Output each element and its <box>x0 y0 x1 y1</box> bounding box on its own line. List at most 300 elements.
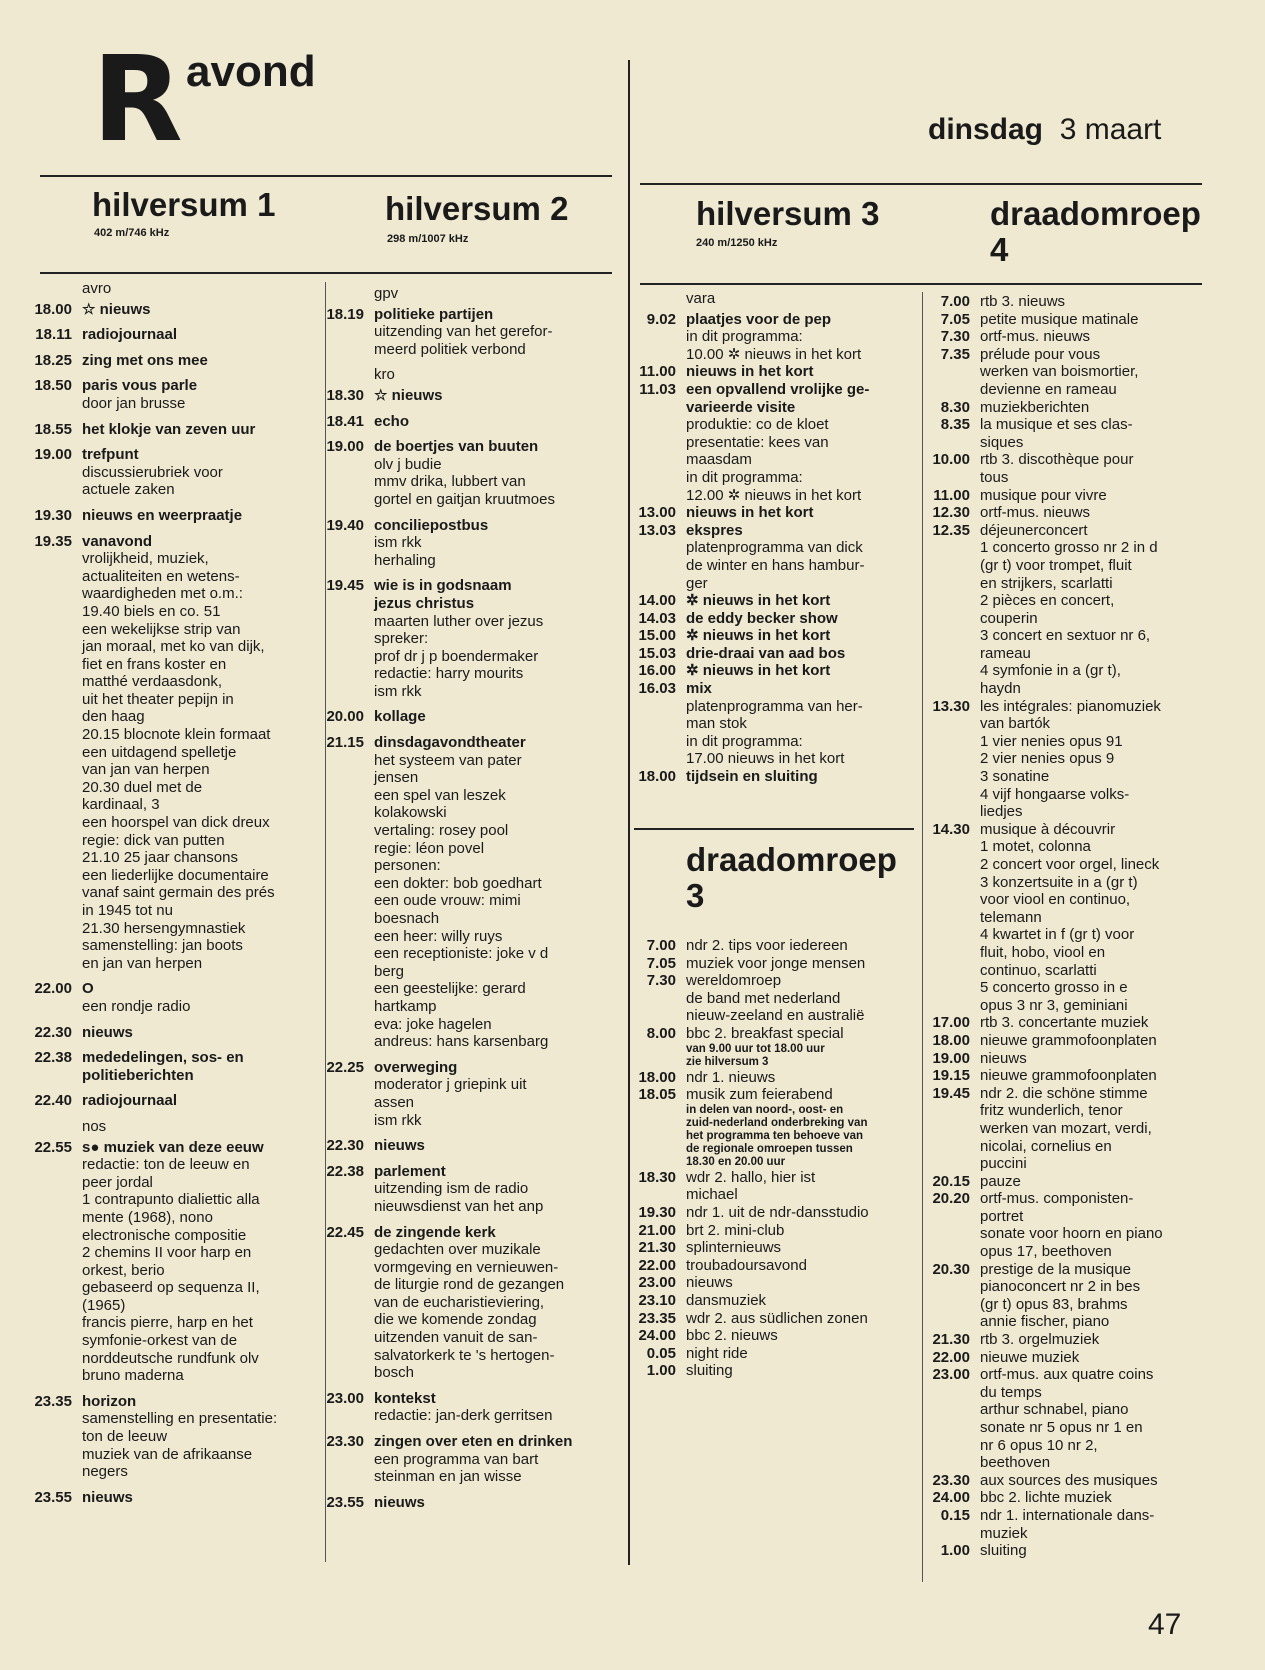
program-time: 18.11 <box>35 326 72 344</box>
program-note: zuid-nederland onderbreking van <box>686 1116 868 1129</box>
program-text: ortf-mus. nieuws <box>980 328 1091 346</box>
program-text: sluiting <box>980 1542 1027 1560</box>
program-time: 14.30 <box>932 820 970 838</box>
program-title: nieuws <box>374 1137 425 1155</box>
program-detail: 1 contrapunto dialiettic alla <box>82 1191 260 1209</box>
program-time: 22.00 <box>34 980 72 998</box>
program-detail: herhaling <box>374 551 436 569</box>
program-note: in delen van noord-, oost- en <box>686 1103 844 1116</box>
program-body <box>686 381 921 504</box>
program-note: de regionale omroepen tussen <box>686 1142 853 1155</box>
program-time: 22.55 <box>34 1138 72 1156</box>
program-detail: 4 vijf hongaarse volks- <box>980 785 1130 803</box>
program-time: 19.40 <box>326 516 364 534</box>
program-body <box>980 1542 1215 1560</box>
program-detail: uitzending ism de radio <box>374 1180 529 1198</box>
program-entry <box>618 592 921 610</box>
program-text: wereldomroep <box>686 972 782 990</box>
program-entry <box>26 1489 316 1507</box>
program-detail: 12.00 ✲ nieuws in het kort <box>686 486 862 504</box>
program-text: muziek voor jonge mensen <box>686 954 866 972</box>
program-body <box>82 1139 316 1385</box>
program-title: kollage <box>374 708 426 726</box>
program-time: 23.00 <box>932 1366 970 1384</box>
program-detail: regie: dick van putten <box>82 831 225 849</box>
program-body <box>374 306 618 359</box>
program-detail: andreus: hans karsenbarg <box>374 1033 549 1051</box>
program-text: ndr 1. nieuws <box>686 1068 776 1086</box>
program-detail: een liederlijke documentaire <box>82 866 269 884</box>
program-detail: muziek van de afrikaanse <box>82 1445 253 1463</box>
program-entry <box>618 972 921 1025</box>
program-body <box>686 1257 921 1275</box>
program-title: mix <box>686 680 712 698</box>
program-body <box>686 645 921 663</box>
program-title: ✲ nieuws in het kort <box>686 662 831 680</box>
program-detail: spreker: <box>374 630 429 648</box>
program-entry <box>318 734 618 1051</box>
program-entry <box>318 387 618 405</box>
program-time: 24.00 <box>932 1489 970 1507</box>
program-time: 24.00 <box>638 1327 676 1345</box>
program-entry <box>910 1349 1215 1367</box>
station-h1-name: hilversum 1 <box>92 186 276 223</box>
program-time: 23.00 <box>638 1274 676 1292</box>
program-time: 7.05 <box>646 954 676 972</box>
program-title: plaatjes voor de pep <box>686 310 832 328</box>
program-body <box>980 1472 1215 1490</box>
program-text: night ride <box>686 1344 748 1362</box>
program-title: de zingende kerk <box>374 1223 496 1241</box>
program-detail: eva: joke hagelen <box>374 1015 492 1033</box>
program-body <box>374 517 618 570</box>
program-text: nieuws <box>686 1274 733 1292</box>
program-detail: door jan brusse <box>82 394 186 412</box>
program-detail: gedachten over muzikale <box>374 1241 541 1259</box>
program-entry <box>618 1169 921 1204</box>
program-body <box>374 708 618 726</box>
program-detail: telemann <box>980 908 1042 926</box>
program-body <box>686 680 921 768</box>
program-detail: redactie: harry mourits <box>374 665 524 683</box>
program-body <box>82 446 316 499</box>
program-detail: 21.10 25 jaar chansons <box>82 849 238 867</box>
program-detail: liedjes <box>980 803 1023 821</box>
program-text: musique à découvrir <box>980 820 1116 838</box>
program-detail: van bartók <box>980 715 1051 733</box>
program-detail: vanaf saint germain des prés <box>82 884 275 902</box>
program-body <box>82 1049 316 1084</box>
program-time: 8.00 <box>646 1024 676 1042</box>
program-entry <box>318 1137 618 1155</box>
program-body <box>686 1292 921 1310</box>
program-detail: de band met nederland <box>686 989 841 1007</box>
program-entry <box>910 399 1215 417</box>
program-time: 19.00 <box>34 446 72 464</box>
program-detail: 2 vier nenies opus 9 <box>980 750 1115 768</box>
section-title: avond <box>186 47 316 96</box>
program-time: 22.25 <box>326 1058 364 1076</box>
program-entry <box>318 1224 618 1382</box>
program-detail: voor viool en continuo, <box>980 891 1131 909</box>
program-time: 0.05 <box>646 1344 676 1362</box>
program-entry <box>618 311 921 364</box>
program-body <box>980 522 1215 698</box>
program-entry <box>26 301 316 319</box>
program-entry <box>910 1331 1215 1349</box>
program-body <box>980 1331 1215 1349</box>
program-entry <box>26 352 316 370</box>
program-title: echo <box>374 412 410 430</box>
program-body <box>686 1222 921 1240</box>
program-detail: tous <box>980 468 1009 486</box>
program-entry <box>618 381 921 504</box>
program-time: 13.30 <box>932 697 970 715</box>
program-entry <box>618 363 921 381</box>
program-entry <box>618 504 921 522</box>
program-time: 18.41 <box>326 412 364 430</box>
program-title: parlement <box>374 1162 446 1180</box>
program-time: 11.00 <box>639 363 676 381</box>
program-title: conciliepostbus <box>374 516 489 534</box>
program-detail: actualiteiten en wetens- <box>82 567 240 585</box>
broadcaster-label: nos <box>82 1117 107 1135</box>
program-time: 21.00 <box>638 1221 676 1239</box>
program-body <box>686 522 921 592</box>
program-entry <box>618 1327 921 1345</box>
program-entry <box>910 328 1215 346</box>
program-time: 1.00 <box>646 1362 676 1380</box>
program-body <box>82 1024 316 1042</box>
program-time: 8.35 <box>940 416 970 434</box>
program-body <box>980 1014 1215 1032</box>
section-letter: R <box>92 30 179 168</box>
program-detail: in dit programma: <box>686 468 803 486</box>
program-time: 23.00 <box>326 1389 364 1407</box>
program-detail: 2 concert voor orgel, lineck <box>980 856 1160 873</box>
program-entry <box>910 522 1215 698</box>
program-time: 22.40 <box>34 1092 72 1110</box>
program-detail: meerd politiek verbond <box>374 340 526 358</box>
program-text: ndr 1. uit de ndr-dansstudio <box>686 1203 869 1221</box>
program-text: nieuwe grammofoonplaten <box>980 1031 1157 1049</box>
program-body <box>686 1362 921 1380</box>
program-title: overweging <box>374 1058 458 1076</box>
program-title: paris vous parle <box>82 377 198 395</box>
program-detail: een hoorspel van dick dreux <box>82 814 270 832</box>
program-time: 15.00 <box>638 627 676 645</box>
program-body <box>686 1274 921 1292</box>
program-time: 12.35 <box>932 521 970 539</box>
program-body <box>82 377 316 412</box>
program-body <box>82 421 316 439</box>
program-title: nieuws <box>82 1023 133 1041</box>
program-time: 18.55 <box>34 420 72 438</box>
program-body <box>686 1069 921 1087</box>
program-detail: (gr t) voor trompet, fluit <box>980 556 1132 574</box>
program-detail: continuo, scarlatti <box>980 961 1097 979</box>
program-detail: electronische compositie <box>82 1226 247 1244</box>
program-body <box>374 387 618 405</box>
program-title: ekspres <box>686 521 743 539</box>
program-text: rtb 3. discothèque pour <box>980 451 1134 469</box>
program-detail: 10.00 ✲ nieuws in het kort <box>686 345 862 363</box>
program-detail: moderator j griepink uit <box>374 1076 527 1094</box>
rule-d3 <box>634 828 914 830</box>
program-detail: norddeutsche rundfunk olv <box>82 1349 259 1367</box>
program-body <box>374 1059 618 1129</box>
program-detail: jensen <box>374 769 419 787</box>
program-detail: van de eucharistieviering, <box>374 1293 545 1311</box>
program-text: ndr 1. internationale dans- <box>980 1506 1155 1524</box>
program-detail: redactie: ton de leeuw en <box>82 1156 250 1174</box>
program-title: tijdsein en sluiting <box>686 768 818 786</box>
rule-right-mid <box>640 283 1202 285</box>
program-body <box>82 326 316 344</box>
program-detail: 2 pièces en concert, <box>980 592 1115 610</box>
rule-right-top <box>640 183 1202 185</box>
program-detail: orkest, berio <box>82 1261 165 1279</box>
program-time: 18.00 <box>34 300 72 318</box>
program-detail: assen <box>374 1093 415 1111</box>
program-detail: 20.30 duel met de <box>82 778 203 796</box>
program-detail: haydn <box>980 680 1021 698</box>
program-text: musik zum feierabend <box>686 1086 833 1104</box>
program-text: sluiting <box>686 1362 733 1380</box>
program-time: 23.55 <box>34 1488 72 1506</box>
program-body <box>374 1163 618 1216</box>
program-detail: een wekelijkse strip van <box>82 620 241 638</box>
program-detail: sonate voor hoorn en piano <box>980 1225 1163 1243</box>
program-detail: 4 symfonie in a (gr t), <box>980 662 1121 680</box>
program-time: 19.30 <box>34 506 72 524</box>
program-entry <box>26 421 316 439</box>
broadcaster-label: avro <box>82 280 112 297</box>
program-body <box>980 487 1215 505</box>
program-time: 12.30 <box>932 504 970 522</box>
program-time: 13.00 <box>638 504 676 522</box>
program-detail: samenstelling: jan boots <box>82 937 243 955</box>
program-body <box>980 399 1215 417</box>
program-entry <box>318 517 618 570</box>
program-detail: uitzenden vanuit de san- <box>374 1329 538 1347</box>
program-text: brt 2. mini-club <box>686 1221 785 1239</box>
program-detail: man stok <box>686 715 747 733</box>
broadcaster-label: kro <box>374 366 395 384</box>
dateline <box>928 115 1161 145</box>
program-detail: de winter en hans hambur- <box>686 556 865 574</box>
program-body <box>980 1050 1215 1068</box>
program-time: 15.03 <box>638 644 676 662</box>
program-detail: pianoconcert nr 2 in bes <box>980 1278 1141 1296</box>
program-detail: siques <box>980 433 1024 451</box>
program-detail: nicolai, cornelius en <box>980 1137 1112 1155</box>
program-time: 21.15 <box>326 734 364 752</box>
program-body <box>980 821 1215 1015</box>
program-detail: puccini <box>980 1155 1027 1173</box>
program-title: de eddy becker show <box>686 609 838 627</box>
program-text: rtb 3. orgelmuziek <box>980 1331 1100 1349</box>
program-entry <box>618 645 921 663</box>
program-entry <box>26 507 316 525</box>
program-entry <box>618 680 921 768</box>
program-entry <box>318 413 618 431</box>
program-time: 7.30 <box>646 972 676 990</box>
program-text: rtb 3. concertante muziek <box>980 1014 1149 1032</box>
program-title: O <box>82 980 94 998</box>
program-body <box>374 438 618 508</box>
program-entry <box>910 1085 1215 1173</box>
program-entry <box>318 708 618 726</box>
program-entry <box>910 1366 1215 1472</box>
program-time: 11.00 <box>933 486 970 504</box>
program-detail: personen: <box>374 857 441 875</box>
program-body <box>374 1390 618 1425</box>
program-entry <box>318 438 618 508</box>
program-detail: 4 kwartet in f (gr t) voor <box>980 926 1135 944</box>
program-time: 13.03 <box>638 521 676 539</box>
program-body <box>374 413 618 431</box>
program-title: nieuws in het kort <box>686 363 814 381</box>
program-time: 19.00 <box>326 438 364 456</box>
program-title: nieuws <box>82 1488 133 1506</box>
program-detail: 1 concerto grosso nr 2 in d <box>980 539 1158 557</box>
program-time: 11.03 <box>639 380 676 398</box>
program-body <box>686 1169 921 1204</box>
program-detail: de liturgie rond de gezangen <box>374 1276 565 1294</box>
program-entry <box>618 1086 921 1169</box>
program-entry <box>618 768 921 786</box>
program-body <box>980 1489 1215 1507</box>
program-entry <box>618 1069 921 1087</box>
program-detail: 19.40 biels en co. 51 <box>82 602 221 620</box>
program-time: 18.30 <box>638 1168 676 1186</box>
program-detail: een spel van leszek <box>374 786 506 804</box>
program-body <box>686 662 921 680</box>
program-time: 20.15 <box>932 1172 970 1190</box>
program-body <box>980 1085 1215 1173</box>
program-entry <box>910 293 1215 311</box>
day-label: dinsdag <box>928 113 1044 146</box>
station-h1-freq: 402 m/746 kHz <box>94 227 170 239</box>
station-d3-name: draadomroep 3 <box>686 841 897 914</box>
program-body <box>374 734 618 1051</box>
program-body <box>82 1393 316 1481</box>
program-body <box>686 1025 921 1069</box>
program-time: 23.35 <box>638 1309 676 1327</box>
program-entry <box>318 1494 618 1512</box>
program-text: la musique et ses clas- <box>980 416 1133 434</box>
program-title: nieuws <box>374 1493 425 1511</box>
program-body <box>686 1204 921 1222</box>
program-time: 18.00 <box>638 768 676 786</box>
program-text: bbc 2. lichte muziek <box>980 1489 1112 1507</box>
program-entry <box>618 955 921 973</box>
program-body <box>980 1032 1215 1050</box>
program-text: bbc 2. nieuws <box>686 1327 778 1345</box>
program-entry <box>618 522 921 592</box>
program-body <box>980 1261 1215 1331</box>
program-time: 21.30 <box>638 1239 676 1257</box>
program-body <box>980 293 1215 311</box>
program-entry <box>910 1261 1215 1331</box>
program-text: musique pour vivre <box>980 486 1107 504</box>
program-entry <box>910 504 1215 522</box>
program-title: zing met ons mee <box>82 351 208 369</box>
program-detail: 3 sonatine <box>980 768 1050 786</box>
program-text: ortf-mus. nieuws <box>980 504 1091 522</box>
date-label: 3 maart <box>1059 113 1162 146</box>
program-body <box>980 328 1215 346</box>
program-body <box>374 577 618 700</box>
program-time: 22.30 <box>34 1023 72 1041</box>
program-body <box>686 592 921 610</box>
program-detail: fluit, hobo, viool en <box>980 943 1106 961</box>
program-detail: uit het theater pepijn in <box>82 690 234 708</box>
program-detail: 21.30 hersengymnastiek <box>82 919 246 937</box>
program-entry <box>910 451 1215 486</box>
program-detail: een receptioniste: joke v d <box>374 945 549 963</box>
program-body <box>82 1489 316 1507</box>
program-time: 8.30 <box>940 398 970 416</box>
program-detail: maarten luther over jezus <box>374 612 544 630</box>
program-note: zie hilversum 3 <box>686 1055 769 1068</box>
program-text: prestige de la musique <box>980 1260 1131 1278</box>
program-entry <box>910 311 1215 329</box>
schedule-d3 <box>618 937 921 1380</box>
program-entry <box>618 662 921 680</box>
program-entry <box>26 980 316 1015</box>
program-detail: redactie: jan-derk gerritsen <box>374 1407 553 1425</box>
program-text: muziekberichten <box>980 398 1090 416</box>
program-text: petite musique matinale <box>980 310 1139 328</box>
program-detail: actuele zaken <box>82 481 175 499</box>
program-time: 7.00 <box>646 937 676 954</box>
program-entry <box>618 1345 921 1363</box>
program-body <box>82 507 316 525</box>
station-h3-freq: 240 m/1250 kHz <box>696 237 778 249</box>
program-title: drie-draai van aad bos <box>686 644 846 662</box>
program-detail: 20.15 blocnote klein formaat <box>82 726 271 744</box>
program-detail: nieuwsdienst van het anp <box>374 1197 544 1215</box>
program-title: de boertjes van buuten <box>374 438 539 456</box>
program-time: 7.30 <box>940 328 970 346</box>
program-entry <box>318 1059 618 1129</box>
program-detail: werken van mozart, verdi, <box>980 1119 1152 1137</box>
program-entry <box>910 1067 1215 1085</box>
program-detail: jezus christus <box>374 594 475 612</box>
program-entry <box>618 1362 921 1380</box>
program-text: prélude pour vous <box>980 345 1101 363</box>
page-number: 47 <box>1148 1608 1182 1641</box>
program-body <box>980 1190 1215 1260</box>
program-detail: vormgeving en vernieuwen- <box>374 1258 559 1276</box>
program-body <box>82 352 316 370</box>
program-time: 20.20 <box>932 1190 970 1208</box>
program-detail: opus 17, beethoven <box>980 1243 1112 1261</box>
program-time: 23.10 <box>638 1291 676 1309</box>
program-detail: annie fischer, piano <box>980 1313 1110 1331</box>
program-title: kontekst <box>374 1389 436 1407</box>
program-entry <box>910 416 1215 451</box>
program-detail: muziek <box>980 1524 1028 1542</box>
program-time: 7.00 <box>940 293 970 310</box>
program-entry <box>318 1433 618 1486</box>
program-time: 14.03 <box>638 609 676 627</box>
program-detail: die we komende zondag <box>374 1311 537 1329</box>
program-entry <box>618 1222 921 1240</box>
program-time: 23.55 <box>326 1493 364 1511</box>
